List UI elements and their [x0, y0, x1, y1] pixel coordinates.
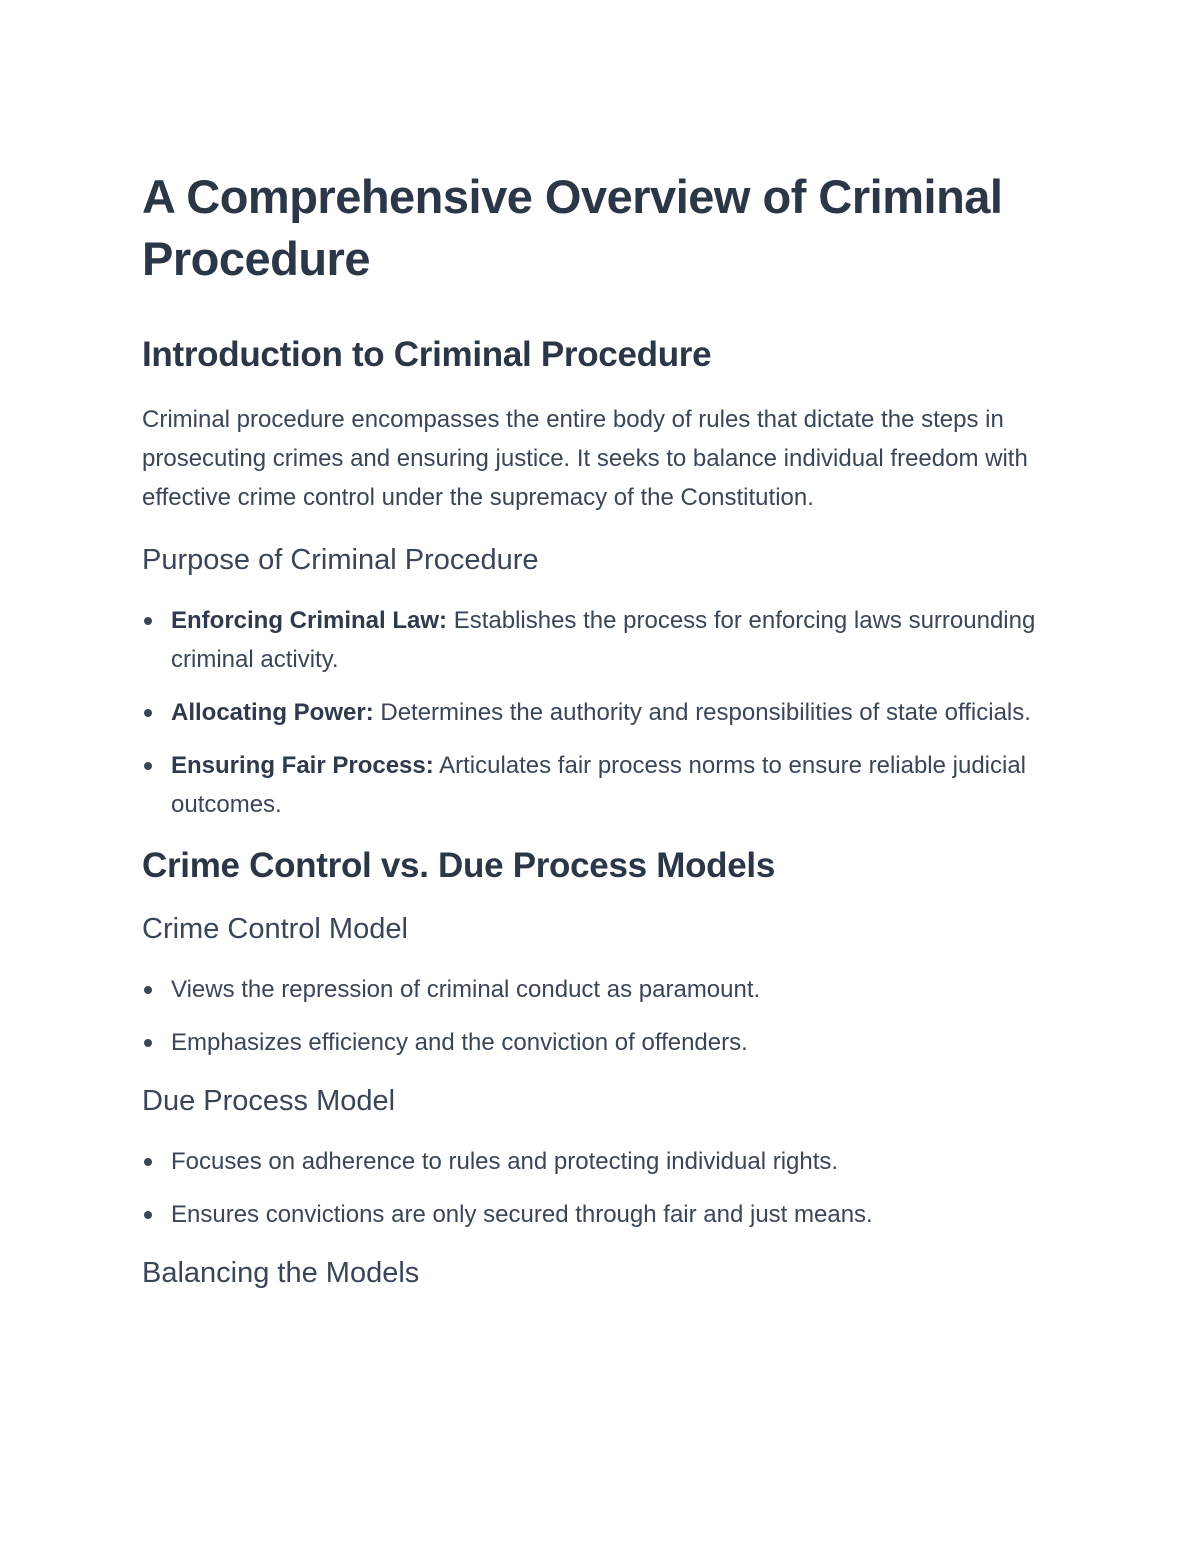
subheading-purpose: Purpose of Criminal Procedure	[142, 544, 539, 576]
section-heading-models: Crime Control vs. Due Process Models	[142, 846, 775, 885]
due-process-list	[142, 1142, 1062, 1234]
list-item: Emphasizes efficiency and the conviction of offenders.	[142, 1023, 1062, 1062]
list-item: Views the repression of criminal conduct as paramount.	[142, 970, 1062, 1009]
intro-paragraph: Criminal procedure encompasses the entire body of rules that dictate the steps in prosecuting crimes and ensuring justice. It seeks to balance individual freedom with effective crime control under the supremacy of the Constitution.	[142, 406, 1028, 511]
crime-control-list	[142, 970, 1062, 1062]
subheading-due-process: Due Process Model	[142, 1085, 396, 1117]
list-item	[142, 746, 1062, 824]
list-item-term: Allocating Power:	[171, 699, 374, 726]
subheading-crime-control: Crime Control Model	[142, 913, 408, 945]
document-page	[142, 166, 1062, 1292]
list-item-term: Ensuring Fair Process:	[171, 752, 434, 779]
list-item	[142, 601, 1062, 679]
purpose-list	[142, 601, 1062, 824]
list-item-text: Establishes the process for enforcing laws surrounding criminal activity.	[171, 607, 1036, 673]
section-heading-introduction: Introduction to Criminal Procedure	[142, 335, 712, 374]
list-item-text: Determines the authority and responsibilities of state officials.	[373, 699, 1031, 726]
list-item	[142, 693, 1062, 732]
list-item-text: Articulates fair process norms to ensure reliable judicial outcomes.	[171, 752, 1027, 818]
list-item-term: Enforcing Criminal Law:	[171, 607, 448, 634]
list-item: Focuses on adherence to rules and protecting individual rights.	[142, 1142, 1062, 1181]
list-item: Ensures convictions are only secured through fair and just means.	[142, 1195, 1062, 1234]
subheading-balancing: Balancing the Models	[142, 1257, 420, 1289]
document-title: A Comprehensive Overview of Criminal Procedure	[142, 170, 1003, 285]
